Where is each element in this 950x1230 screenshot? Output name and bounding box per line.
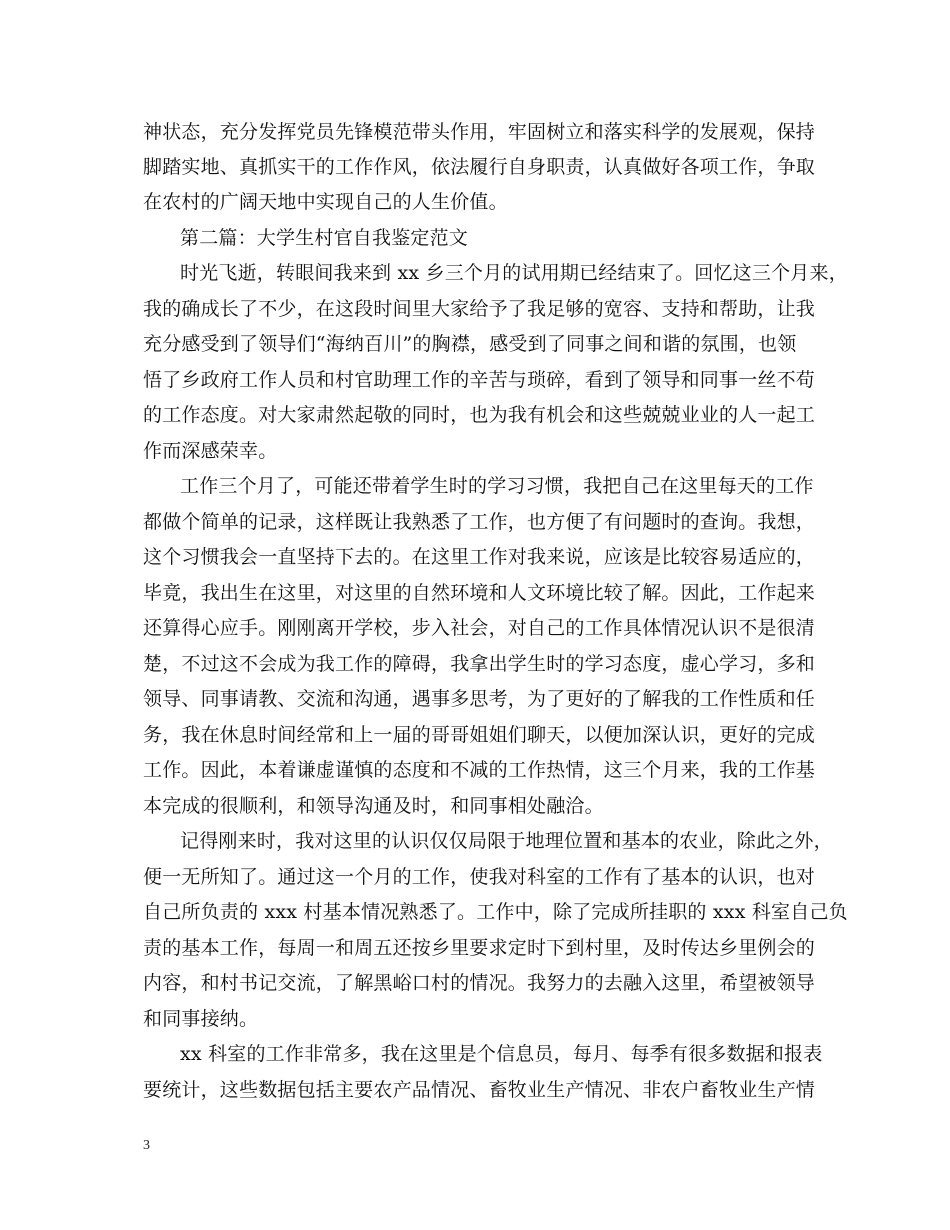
text-line: 和同事接纳。 — [143, 1008, 259, 1030]
text-line: 我的确成长了不少，在这段时间里大家给予了我足够的宽容、支持和帮助，让我 — [143, 298, 816, 320]
text-line: 作而深感荣幸。 — [143, 440, 278, 462]
text-line: 还算得心应手。刚刚离开学校，步入社会，对自己的工作具体情况认识不是很清 — [143, 617, 816, 639]
text-line: 记得刚来时，我对这里的认识仅仅局限于地理位置和基本的农业，除此之外， — [180, 830, 833, 852]
text-line: 楚，不过这不会成为我工作的障碍，我拿出学生时的学习态度，虚心学习，多和 — [143, 653, 816, 675]
text-line: 要统计，这些数据包括主要农产品情况、畜牧业生产情况、非农户畜牧业生产情 — [143, 1079, 816, 1101]
text-line: 神状态，充分发挥党员先锋模范带头作用，牢固树立和落实科学的发展观，保持 — [143, 121, 816, 143]
section-heading: 第二篇：大学生村官自我鉴定范文 — [180, 227, 469, 249]
text-line: 便一无所知了。通过这一个月的工作，使我对科室的工作有了基本的认识，也对 — [143, 866, 816, 888]
page-number: 3 — [143, 1138, 150, 1153]
text-line: 这个习惯我会一直坚持下去的。在这里工作对我来说，应该是比较容易适应的， — [143, 546, 816, 568]
text-line: 毕竟，我出生在这里，对这里的自然环境和人文环境比较了解。因此，工作起来 — [143, 582, 816, 604]
text-line: 悟了乡政府工作人员和村官助理工作的辛苦与琐碎，看到了领导和同事一丝不苟 — [143, 369, 816, 391]
text-line: 责的基本工作，每周一和周五还按乡里要求定时下到村里，及时传达乡里例会的 — [143, 937, 816, 959]
text-line: 内容，和村书记交流，了解黑峪口村的情况。我努力的去融入这里，希望被领导 — [143, 972, 816, 994]
text-line: 脚踏实地、真抓实干的工作作风，依法履行自身职责，认真做好各项工作，争取 — [143, 156, 816, 178]
text-line: 领导、同事请教、交流和沟通，遇事多思考，为了更好的了解我的工作性质和任 — [143, 688, 816, 710]
text-line: 本完成的很顺利，和领导沟通及时，和同事相处融洽。 — [143, 795, 604, 817]
text-line: 在农村的广阔天地中实现自己的人生价值。 — [143, 191, 508, 213]
text-line: 工作三个月了，可能还带着学生时的学习习惯，我把自己在这里每天的工作 — [180, 475, 814, 497]
text-line: 都做个简单的记录，这样既让我熟悉了工作，也方便了有问题时的查询。我想， — [143, 511, 816, 533]
text-line: 的工作态度。对大家肃然起敬的同时，也为我有机会和这些兢兢业业的人一起工 — [143, 404, 816, 426]
text-line: 自己所负责的 xxx 村基本情况熟悉了。工作中，除了完成所挂职的 xxx 科室自己负 — [143, 901, 848, 923]
text-line: 务，我在休息时间经常和上一届的哥哥姐姐们聊天，以便加深认识，更好的完成 — [143, 724, 816, 746]
text-line: 时光飞逝，转眼间我来到 xx 乡三个月的试用期已经结束了。回忆这三个月来， — [180, 262, 848, 284]
text-line: 充分感受到了领导们“海纳百川”的胸襟，感受到了同事之间和谐的氛围，也领 — [143, 333, 797, 355]
text-line: xx 科室的工作非常多，我在这里是个信息员，每月、每季有很多数据和报表 — [180, 1043, 823, 1065]
text-line: 工作。因此，本着谦虚谨慎的态度和不减的工作热情，这三个月来，我的工作基 — [143, 759, 816, 781]
